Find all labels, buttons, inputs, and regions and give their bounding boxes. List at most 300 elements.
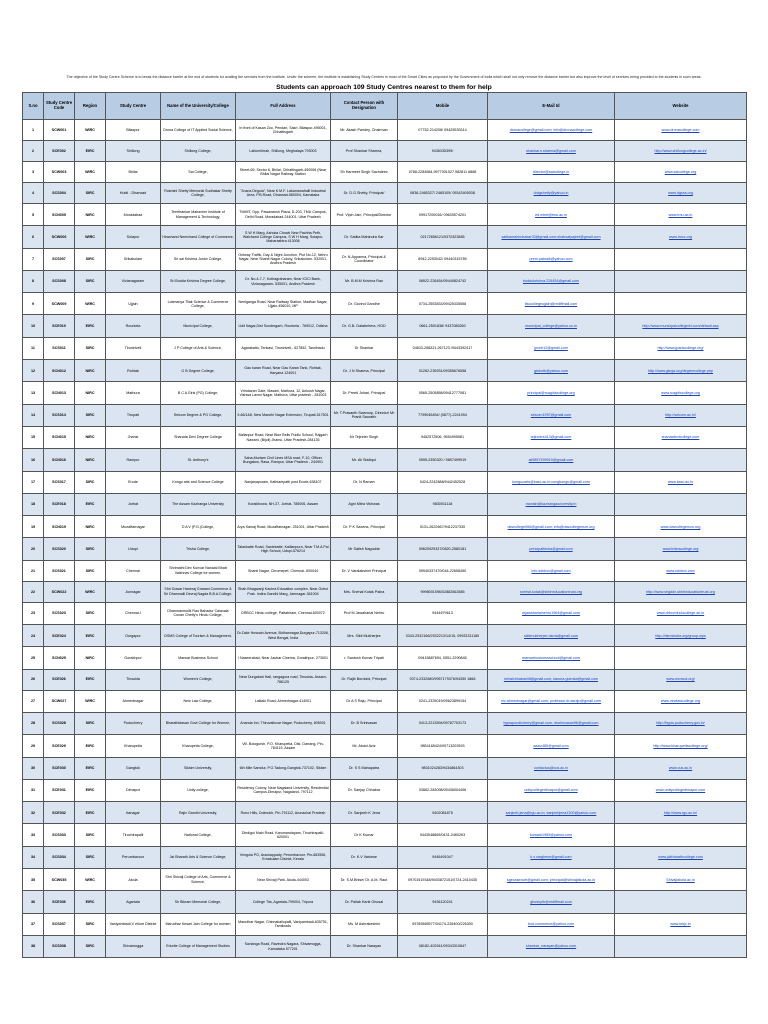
full-address-cell: Dr. No-4-7-7, Kothagraharam, Near ICICI Bank, Vizianagaram- 535001, Andhra Pradesh bbox=[236, 270, 331, 292]
website-link[interactable]: www.kasc.ac.in bbox=[667, 480, 694, 485]
mobile-number-cell: 01262-235931/09355676558 bbox=[398, 360, 488, 382]
table-body bbox=[23, 120, 747, 958]
institution-name-cell: Rukmini Shetty Memorial Sudhakar Shetty College, bbox=[161, 183, 236, 204]
full-address-cell: Ananda Inn, Thiruvalluvar Nagar, Puducherry, 605001 bbox=[236, 712, 331, 734]
serial-number-cell: 16 bbox=[23, 449, 44, 471]
email-id-cell bbox=[488, 360, 615, 382]
contact-person-cell: Mr. Akash Pandey, Chairman bbox=[331, 120, 398, 141]
website-link[interactable]: www.dronacollege.com bbox=[661, 127, 700, 132]
institution-name-cell: Drona College of IT Applied Social Science, bbox=[161, 120, 236, 141]
contact-person-cell: Ms. M Ashrakeshini bbox=[331, 913, 398, 935]
institution-name-cell: Lokmanya Tilak Science & Commerce College, bbox=[161, 293, 236, 315]
col-centre-header: Study Centre bbox=[106, 93, 161, 120]
mobile-number-cell: 0565-2505858/09412777081 bbox=[398, 382, 488, 404]
contact-person-cell: Mr. B.M.M Krishna Rao bbox=[331, 270, 398, 292]
serial-number-cell: 4 bbox=[23, 183, 44, 204]
email-link[interactable]: davcollege066@gmail.com; info@davcollegemzn.org bbox=[507, 524, 595, 529]
website-cell bbox=[615, 802, 747, 824]
region-cell: NIRC bbox=[75, 204, 106, 226]
region-cell: EIRC bbox=[75, 315, 106, 337]
table-row bbox=[23, 315, 747, 337]
website-cell bbox=[615, 120, 747, 141]
website-link[interactable]: www.unitycollegedimapur.com bbox=[655, 788, 706, 793]
region-cell: SIRC bbox=[75, 913, 106, 935]
serial-number-cell: 22 bbox=[23, 581, 44, 602]
mobile-number-cell: 09415887694, 0551-2290845 bbox=[398, 647, 488, 669]
col-email-header: E-Mail Id bbox=[488, 93, 615, 120]
contact-person-cell: Mr Tejinder Singh bbox=[331, 426, 398, 448]
full-address-cell: Saha-Murtam Civil Lines MSA road, F-10, Officer Bungalow, Rasa, Rampur, Uttar Pradesh - 244901 bbox=[236, 449, 331, 471]
table-row bbox=[23, 935, 747, 957]
serial-number-cell: 3 bbox=[23, 162, 44, 183]
table-row bbox=[23, 120, 747, 141]
serial-number-cell: 20 bbox=[23, 538, 44, 560]
institution-name-cell: Jai Bharath Arts & Science College, bbox=[161, 846, 236, 868]
contact-person-cell: Dr A S Raju, Principal bbox=[331, 690, 398, 712]
email-link[interactable]: ltsccollegeujjain@rediffmail.com bbox=[524, 301, 578, 306]
study-centre-cell: Bhilai bbox=[106, 162, 161, 183]
institution-name-cell: Sir Bikram Memorial College, bbox=[161, 891, 236, 913]
website-cell bbox=[615, 712, 747, 734]
email-id-cell bbox=[488, 426, 615, 448]
mobile-number-cell: 04633-268321,267123 /9443392417 bbox=[398, 337, 488, 359]
full-address-cell: Near Shivaji Park, Akola-444003 bbox=[236, 869, 331, 891]
email-link[interactable]: mjawaharlalnehru1964@gmail.com bbox=[522, 611, 580, 616]
email-id-cell bbox=[488, 802, 615, 824]
region-cell: SIRC bbox=[75, 404, 106, 426]
col-region-header: Region bbox=[75, 93, 106, 120]
website-link[interactable]: www.jaibharathcollege.com bbox=[658, 855, 703, 860]
institution-name-cell: Sri Bodda Krishna Degree College, bbox=[161, 270, 236, 292]
study-centre-cell: Rohtak bbox=[106, 360, 161, 382]
email-id-cell bbox=[488, 162, 615, 183]
email-link[interactable]: ali9897499919@gmail.com bbox=[528, 457, 574, 462]
table-row bbox=[23, 690, 747, 712]
col-sno-header: S.no bbox=[23, 93, 44, 120]
region-cell: SIRC bbox=[75, 538, 106, 560]
contact-person-cell: Mr. Abdul Aziz bbox=[331, 735, 398, 757]
study-centre-cell: Jorhat bbox=[106, 493, 161, 515]
study-centre-cell: Bilaspur bbox=[106, 120, 161, 141]
email-id-cell bbox=[488, 581, 615, 602]
email-link[interactable]: principaltrisha@gmail.com bbox=[529, 546, 573, 551]
centre-code-cell: SCN019 bbox=[44, 516, 75, 538]
website-link[interactable]: www.trishacollege.org bbox=[662, 546, 699, 551]
mobile-number-cell: 09917200016/ 09639574201 bbox=[398, 204, 488, 226]
study-centre-cell: Muzaffarnagar bbox=[106, 516, 161, 538]
email-id-cell bbox=[488, 935, 615, 957]
serial-number-cell: 27 bbox=[23, 690, 44, 712]
region-cell: EIRC bbox=[75, 669, 106, 690]
serial-number-cell: 28 bbox=[23, 712, 44, 734]
mobile-number-cell: 0734-2553833/09425335558 bbox=[398, 293, 488, 315]
study-centre-cell: Vizianagaram bbox=[106, 270, 161, 292]
website-link[interactable]: http://www.shillongcollege.ac.in/ bbox=[654, 148, 707, 153]
institution-name-cell: D A V (P.G.)College, bbox=[161, 516, 236, 538]
study-centre-cell: Hubli - Dharwad bbox=[106, 183, 161, 204]
study-centre-cell: Chennai bbox=[106, 560, 161, 581]
table-row bbox=[23, 538, 747, 560]
centre-code-cell: SCS014 bbox=[44, 404, 75, 426]
study-centre-cell: Rampur bbox=[106, 449, 161, 471]
centre-code-cell: SCE031 bbox=[44, 779, 75, 801]
centre-code-cell: SCS033 bbox=[44, 824, 75, 846]
contact-person-cell: r. Santosh Kumar Tripati bbox=[331, 647, 398, 669]
full-address-cell: Talankatte Road, Santekatte, Kallianpura, Near T.M.A Pai High School, Udupi-576214 bbox=[236, 538, 331, 560]
centre-code-cell: SCE032 bbox=[44, 802, 75, 824]
website-link[interactable]: www.dgsss.org bbox=[668, 190, 693, 195]
institution-name-cell: Shillong College, bbox=[161, 141, 236, 162]
serial-number-cell: 25 bbox=[23, 647, 44, 669]
mobile-number-cell: 0374-2332680/9957179376/94350 1868 bbox=[398, 669, 488, 690]
website-cell bbox=[615, 824, 747, 846]
institution-name-cell: Sri sai Krishna Junior College, bbox=[161, 248, 236, 270]
contact-person-cell: Dr. N.Appanna, Principal & Coordinator bbox=[331, 248, 398, 270]
serial-number-cell: 19 bbox=[23, 516, 44, 538]
region-cell: EIRC bbox=[75, 625, 106, 647]
email-link[interactable]: dronacollege@gmail.com; info@dronacollege.com bbox=[509, 127, 593, 132]
region-cell: NIRC bbox=[75, 449, 106, 471]
email-link[interactable]: gbdcrtk@yahoo.com bbox=[534, 368, 568, 373]
region-cell: SIRC bbox=[75, 183, 106, 204]
table-header-row bbox=[23, 93, 747, 120]
mobile-number-cell: 09701519348/9403872151/0724-2410435 bbox=[398, 869, 488, 891]
full-address-cell: DRBCC Hindu college, Pattabiram, Chennai-600072 bbox=[236, 602, 331, 624]
table-row bbox=[23, 449, 747, 471]
institution-name-cell: Shri Shivaji College of Arts, Commerce & Science, bbox=[161, 869, 236, 891]
centre-code-cell: SCE026 bbox=[44, 669, 75, 690]
table-row bbox=[23, 625, 747, 647]
email-link[interactable]: municipal_college@yahoo.co.in bbox=[525, 323, 577, 328]
mobile-number-cell: 9830011118 bbox=[398, 493, 488, 515]
institution-name-cell: Shri Gowar Haneraj Gnarani Commerce & Sri Dhanmalli Devraj Nagda B.B.A College, bbox=[161, 581, 236, 602]
table-row bbox=[23, 162, 747, 183]
study-centre-cell: Tiruchirapalli bbox=[106, 824, 161, 846]
full-address-cell: Vengola PO, Arackappady, Perumbavoor, Pin-683556, Ernakulam District, Kerala bbox=[236, 846, 331, 868]
email-link[interactable]: shankar_narayan@yahoo.com bbox=[525, 944, 577, 949]
website-cell bbox=[615, 669, 747, 690]
centre-code-cell: SCE002 bbox=[44, 141, 75, 162]
website-link[interactable]: http://dsmsindia.org/group-wps bbox=[655, 633, 706, 638]
table-row bbox=[23, 516, 747, 538]
region-cell: WIRC bbox=[75, 226, 106, 248]
website-link[interactable]: www.drbcchinducollege.ac.in bbox=[656, 611, 705, 616]
website-link[interactable]: http://seicom.ac.in/ bbox=[665, 413, 696, 418]
institution-name-cell: Sikkim University, bbox=[161, 757, 236, 779]
contact-person-cell: Dr. Rajib Bordoloi, Principal bbox=[331, 669, 398, 690]
institution-name-cell: Sai College, bbox=[161, 162, 236, 183]
email-link[interactable]: tejinders413@gmail.com bbox=[530, 435, 572, 440]
region-cell: EIRC bbox=[75, 779, 106, 801]
email-link[interactable]: marwarbusinessschool@gmail.com bbox=[521, 655, 581, 660]
website-cell bbox=[615, 602, 747, 624]
study-centre-cell: Solapur bbox=[106, 226, 161, 248]
website-cell bbox=[615, 183, 747, 204]
website-cell bbox=[615, 735, 747, 757]
col-contact-header: Contact Person with Designation bbox=[331, 93, 398, 120]
email-link[interactable]: sanjeeb.jena@rgu.ac.in; sanjeebjena1300@yahoo.com bbox=[505, 810, 597, 815]
email-link[interactable]: ghoshplb@rediffmail.com bbox=[530, 899, 572, 904]
region-cell: EIRC bbox=[75, 802, 106, 824]
region-cell: NIRC bbox=[75, 360, 106, 382]
email-id-cell bbox=[488, 141, 615, 162]
serial-number-cell: 32 bbox=[23, 802, 44, 824]
institution-name-cell: Shrimathi Dev Kunvar Nanalal Bhatt Vaishnav College for women, bbox=[161, 560, 236, 581]
website-cell bbox=[615, 337, 747, 359]
centre-code-cell: SCS007 bbox=[44, 248, 75, 270]
contact-person-cell: Mr. Ali Siddiqui bbox=[331, 449, 398, 471]
mobile-number-cell: 09620929337/0820-2580181 bbox=[398, 538, 488, 560]
full-address-cell: Arya Samaj Road, Muzaffarnagar- 251001, Uttar Pradesh bbox=[236, 516, 331, 538]
study-centre-cell: Puducherry bbox=[106, 712, 161, 734]
website-link[interactable]: www.newlawcollege.org bbox=[660, 699, 701, 704]
website-cell bbox=[615, 382, 747, 404]
website-link[interactable]: shardadevicollege.com bbox=[661, 435, 700, 440]
website-cell bbox=[615, 204, 747, 226]
email-link[interactable]: boddukrishna.226454@gmail.com bbox=[522, 279, 580, 284]
study-centre-cell: Rourkela bbox=[106, 315, 161, 337]
centre-code-cell: SCE024 bbox=[44, 625, 75, 647]
email-link[interactable]: ed.mimt@tmu.ac.in bbox=[535, 212, 567, 217]
serial-number-cell: 14 bbox=[23, 404, 44, 426]
institution-name-cell: Sharada Devi Degree College bbox=[161, 426, 236, 448]
table-row bbox=[23, 891, 747, 913]
serial-number-cell: 1 bbox=[23, 120, 44, 141]
website-link[interactable]: www.saicollege.org bbox=[664, 169, 697, 174]
website-cell bbox=[615, 315, 747, 337]
contact-person-cell: Mrs. Sikti Mukherjee bbox=[331, 625, 398, 647]
region-cell: WIRC bbox=[75, 869, 106, 891]
email-id-cell bbox=[488, 869, 615, 891]
centre-code-cell: SCS020 bbox=[44, 538, 75, 560]
mobile-number-cell: 0343-2532166/2532213/14/15, 09933311180 bbox=[398, 625, 488, 647]
full-address-cell: Nanjanapuram, Kathiampatti post Erode-638107 bbox=[236, 471, 331, 493]
email-link[interactable]: info.sdnbvc@gmail.com bbox=[531, 568, 571, 573]
email-id-cell bbox=[488, 248, 615, 270]
email-link[interactable]: k.v.varghese@gmail.com bbox=[530, 855, 572, 860]
study-centre-cell: Perumbavoor bbox=[106, 846, 161, 868]
website-link[interactable]: www.hncc.org bbox=[669, 234, 692, 239]
full-address-cell: Dindigul Main Road, Karumandapam, Tiruchirapalli-620001 bbox=[236, 824, 331, 846]
contact-person-cell: Dr. G.B. Dalabehera, HOD bbox=[331, 315, 398, 337]
table-row bbox=[23, 360, 747, 382]
institution-name-cell: Women's College, bbox=[161, 669, 236, 690]
institution-name-cell: St. Anthony's bbox=[161, 449, 236, 471]
contact-person-cell: Dr. Satika Mahindra Kar bbox=[331, 226, 398, 248]
email-id-cell bbox=[488, 516, 615, 538]
centre-code-cell: SCN025 bbox=[44, 647, 75, 669]
serial-number-cell: 23 bbox=[23, 602, 44, 624]
region-cell: SIRC bbox=[75, 824, 106, 846]
website-cell bbox=[615, 360, 747, 382]
email-link[interactable]: prem.patnaik@yahoo.com bbox=[529, 257, 573, 262]
email-id-cell bbox=[488, 315, 615, 337]
table-row bbox=[23, 602, 747, 624]
table-row bbox=[23, 404, 747, 426]
serial-number-cell: 6 bbox=[23, 226, 44, 248]
mobile-number-cell: 9446491047 bbox=[398, 846, 488, 868]
study-centre-cell: Jhansi bbox=[106, 426, 161, 448]
website-link[interactable]: www.davcollegemzn.org bbox=[660, 524, 701, 529]
serial-number-cell: 31 bbox=[23, 779, 44, 801]
website-link[interactable]: http://www.municipalcollegerkl.com/default.asp bbox=[642, 323, 719, 328]
mobile-number-cell: 08922-226454/09440824742 bbox=[398, 270, 488, 292]
region-cell: WIRC bbox=[75, 293, 106, 315]
centre-code-cell: SCS008 bbox=[44, 270, 75, 292]
centre-code-cell: SCW009 bbox=[44, 293, 75, 315]
website-cell bbox=[615, 270, 747, 292]
mobile-number-cell: 03862-283098/09436004406 bbox=[398, 779, 488, 801]
mobile-number-cell: 09789565577/04174-226400/226300 bbox=[398, 913, 488, 935]
email-link[interactable]: nehalchhabaniitl@gmail.com; karuna.goenka@gmail.com bbox=[503, 677, 599, 682]
email-id-cell bbox=[488, 204, 615, 226]
full-address-cell: Rono Hills, Doimukh, Pin-791112, Arunachal Pradesh bbox=[236, 802, 331, 824]
contact-person-cell: Dr. Sanjay Chhabra bbox=[331, 779, 398, 801]
study-centre-cell: Udupi bbox=[106, 538, 161, 560]
contact-person-cell: Dr. P K Saxena, Principal bbox=[331, 516, 398, 538]
full-address-cell: Laitumkhrah, Shillong, Meghalaya 793003 bbox=[236, 141, 331, 162]
centre-code-cell: SCS028 bbox=[44, 712, 75, 734]
email-link[interactable]: satikamahindrakar33@gmail.com;shahsatyajeet@gmail.com bbox=[501, 234, 601, 239]
serial-number-cell: 26 bbox=[23, 669, 44, 690]
website-cell bbox=[615, 913, 747, 935]
serial-number-cell: 18 bbox=[23, 493, 44, 515]
email-link[interactable]: contactus@cus.ac.in bbox=[533, 766, 569, 771]
full-address-cell: Neelganga Road, Near Railway Station, Madhav Nagar, Ujjain-456010, MP bbox=[236, 293, 331, 315]
website-cell bbox=[615, 757, 747, 779]
website-cell bbox=[615, 493, 747, 515]
website-link[interactable]: http://www.jpartscollege.org/ bbox=[657, 346, 704, 351]
email-link[interactable]: siktimukherjee.dsms@gmail.com bbox=[524, 633, 578, 638]
website-link[interactable]: http://www.kharupetiacollege.org/ bbox=[653, 743, 708, 748]
website-link[interactable]: http://www.gbrgs.org/degreecollege.php bbox=[648, 368, 713, 373]
email-link[interactable]: director@saicollege.in bbox=[532, 169, 570, 174]
table-row bbox=[23, 226, 747, 248]
email-link[interactable]: principal@rcagirlscollege.org bbox=[527, 390, 575, 395]
email-link[interactable]: manish@kazirangauniversity.in bbox=[525, 502, 577, 507]
email-link[interactable]: kumark1969@yahoo.com bbox=[529, 832, 573, 837]
mobile-number-cell: 9436120241 bbox=[398, 891, 488, 913]
full-address-cell: I Naseerabad, Near Jaubar Cinema, Gorakhpur- 273001 bbox=[236, 647, 331, 669]
contact-person-cell: Prof. Vipin Jain, Principal/Director bbox=[331, 204, 398, 226]
contact-person-cell: Dr. S S Mahapatra bbox=[331, 757, 398, 779]
website-link[interactable]: www.sdnbvc.com bbox=[666, 568, 695, 573]
website-link[interactable]: http://bgcw.puducherry.gov.in/ bbox=[656, 721, 705, 726]
website-cell bbox=[615, 404, 747, 426]
contact-person-cell: Mr. T.Prasanth Swaroop, Director/ Mr Pranit Saurabh bbox=[331, 404, 398, 426]
mobile-number-cell: 0788-2284584,9977001027,982811 6868 bbox=[398, 162, 488, 183]
email-link[interactable]: kongucarts@kasc.ac.in;congkongu@gmail.com bbox=[512, 480, 590, 485]
region-cell: SIRC bbox=[75, 935, 106, 957]
email-link[interactable]: jpcetr12@gmail.com bbox=[534, 346, 568, 351]
email-link[interactable]: bod.commerce@yahoo.com bbox=[527, 922, 575, 927]
mobile-number-cell: 0661-2501838/ 9437085260 bbox=[398, 315, 488, 337]
region-cell: WIRC bbox=[75, 581, 106, 602]
contact-person-cell: Prof M Jawaharlal Nehru bbox=[331, 602, 398, 624]
study-centre-cell: Moradabad bbox=[106, 204, 161, 226]
contact-person-cell: Dr. Sanjeeb K Jena bbox=[331, 802, 398, 824]
contact-person-cell: Dr Shankar bbox=[331, 337, 398, 359]
serial-number-cell: 10 bbox=[23, 315, 44, 337]
email-id-cell bbox=[488, 493, 615, 515]
email-id-cell bbox=[488, 669, 615, 690]
full-address-cell: S W H Marg, Ashoka Chowk New Pachha Peth, Walchand College Campus, S W H Marg, Solapur, Maharashtra 413006 bbox=[236, 226, 331, 248]
institution-name-cell: G B Degree College, bbox=[161, 360, 236, 382]
website-cell bbox=[615, 293, 747, 315]
email-link[interactable]: snehal.kotak@shbheducationtrust.org bbox=[520, 589, 582, 594]
email-id-cell bbox=[488, 913, 615, 935]
website-link[interactable]: www.mkjc.in bbox=[670, 922, 691, 927]
full-address-cell: Agarakattu, Tenkasi, Tirunelveli,- 627852, Tamilnadu bbox=[236, 337, 331, 359]
email-link[interactable]: nlc.ahmednagar@gmail.com; professor.dr.asraju@gmail.com bbox=[501, 699, 601, 704]
website-link[interactable]: www.wcmcol.org/ bbox=[666, 677, 695, 682]
study-centre-cell: Agartala bbox=[106, 891, 161, 913]
serial-number-cell: 30 bbox=[23, 757, 44, 779]
website-link[interactable]: www.tmu.ac.in bbox=[668, 212, 693, 217]
contact-person-cell: Prof Shankar Sharma, bbox=[331, 141, 398, 162]
centre-code-cell: SCW001 bbox=[44, 120, 75, 141]
full-address-cell: TMIMT, Opp. Pawanansh Plaza, D-203, TMU Campus, Delhi Road, Moradabad-244001, Uttar Pradesh bbox=[236, 204, 331, 226]
email-id-cell bbox=[488, 226, 615, 248]
mobile-number-cell: 9443548869/0431-2460263 bbox=[398, 824, 488, 846]
region-cell: SIRC bbox=[75, 602, 106, 624]
institution-name-cell: Teerthankar Mahaveer Institute of Management & Technology, bbox=[161, 204, 236, 226]
email-link[interactable]: sgecasexcel@gmail.com; principal@shivajiakola.ac.in bbox=[506, 877, 596, 882]
institution-name-cell: Kharupetia College, bbox=[161, 735, 236, 757]
full-address-cell: Marudhar Nagar, Chinnakallupalli, Vaniyambadi-635751, Tamilnadu bbox=[236, 913, 331, 935]
mobile-number-cell: 7799045454/ (0877)-2241094 bbox=[398, 404, 488, 426]
full-address-cell: Ontway Traffic, Day & Night Junction, Plot No-12, Nehru Nagar, Near Shanti Nagar Colony, Srikakulam- 532001, Andhra Pradesh bbox=[236, 248, 331, 270]
website-link[interactable]: Shivajiakola.ac.in bbox=[666, 877, 695, 882]
col-name-header: Name of the University/College bbox=[161, 93, 236, 120]
institution-name-cell: Marudhar Kesari Jain College for women bbox=[161, 913, 236, 935]
region-cell: EIRC bbox=[75, 493, 106, 515]
study-centre-cell: Ahmednagar bbox=[106, 690, 161, 712]
email-link[interactable]: aaziz485@gmail.com bbox=[533, 743, 569, 748]
email-link[interactable]: shankar.s.sharma@gmail.com bbox=[526, 148, 576, 153]
email-link[interactable]: unitycollegedimapur@gmail.com bbox=[524, 788, 578, 793]
region-cell: NIRC bbox=[75, 516, 106, 538]
study-centre-cell: Junnagar bbox=[106, 581, 161, 602]
region-cell: SIRC bbox=[75, 337, 106, 359]
website-link[interactable]: www.cus.ac.in bbox=[668, 766, 693, 771]
email-link[interactable]: seicom1997@gmail.com bbox=[530, 413, 572, 418]
mobile-number-cell: 02172656121/9370323585 bbox=[398, 226, 488, 248]
website-link[interactable]: http://www.rgu.ac.in/ bbox=[663, 810, 698, 815]
email-link[interactable]: bgcwpondicherry@gmail.com; drsrinivasan96@gmail.com bbox=[503, 721, 599, 726]
website-cell bbox=[615, 538, 747, 560]
email-id-cell bbox=[488, 449, 615, 471]
study-centres-table bbox=[22, 92, 747, 958]
email-id-cell bbox=[488, 647, 615, 669]
full-address-cell: Vrindavan Gate, Masani, Mathura, 12, Ankush Nagar, Vishwa Laxmi Nagar, Mathura, Uttar pradesh - 281003 bbox=[236, 382, 331, 404]
table-row bbox=[23, 141, 747, 162]
centre-code-cell: SCE029 bbox=[44, 735, 75, 757]
website-link[interactable]: www.rcagirlscollege.org bbox=[661, 390, 700, 395]
email-id-cell bbox=[488, 560, 615, 581]
full-address-cell: 9-66/1&8, New Maruthi Nagar Extension, Tirupati-517501 bbox=[236, 404, 331, 426]
contact-person-cell: Mrs. Snehal Kotak Palna bbox=[331, 581, 398, 602]
email-link[interactable]: drdgshetty@yahoo.in bbox=[533, 190, 569, 195]
study-centre-cell: Chennai-I bbox=[106, 602, 161, 624]
centre-code-cell: SCS017 bbox=[44, 471, 75, 493]
email-id-cell bbox=[488, 337, 615, 359]
contact-person-cell: Agni Mitra Vishwas bbox=[331, 493, 398, 515]
study-centre-cell: Erode bbox=[106, 471, 161, 493]
website-link[interactable]: http://www.shgddn.shbheducationtrust.org bbox=[646, 589, 715, 594]
table-row bbox=[23, 293, 747, 315]
study-centre-cell: Tirunelveli bbox=[106, 337, 161, 359]
